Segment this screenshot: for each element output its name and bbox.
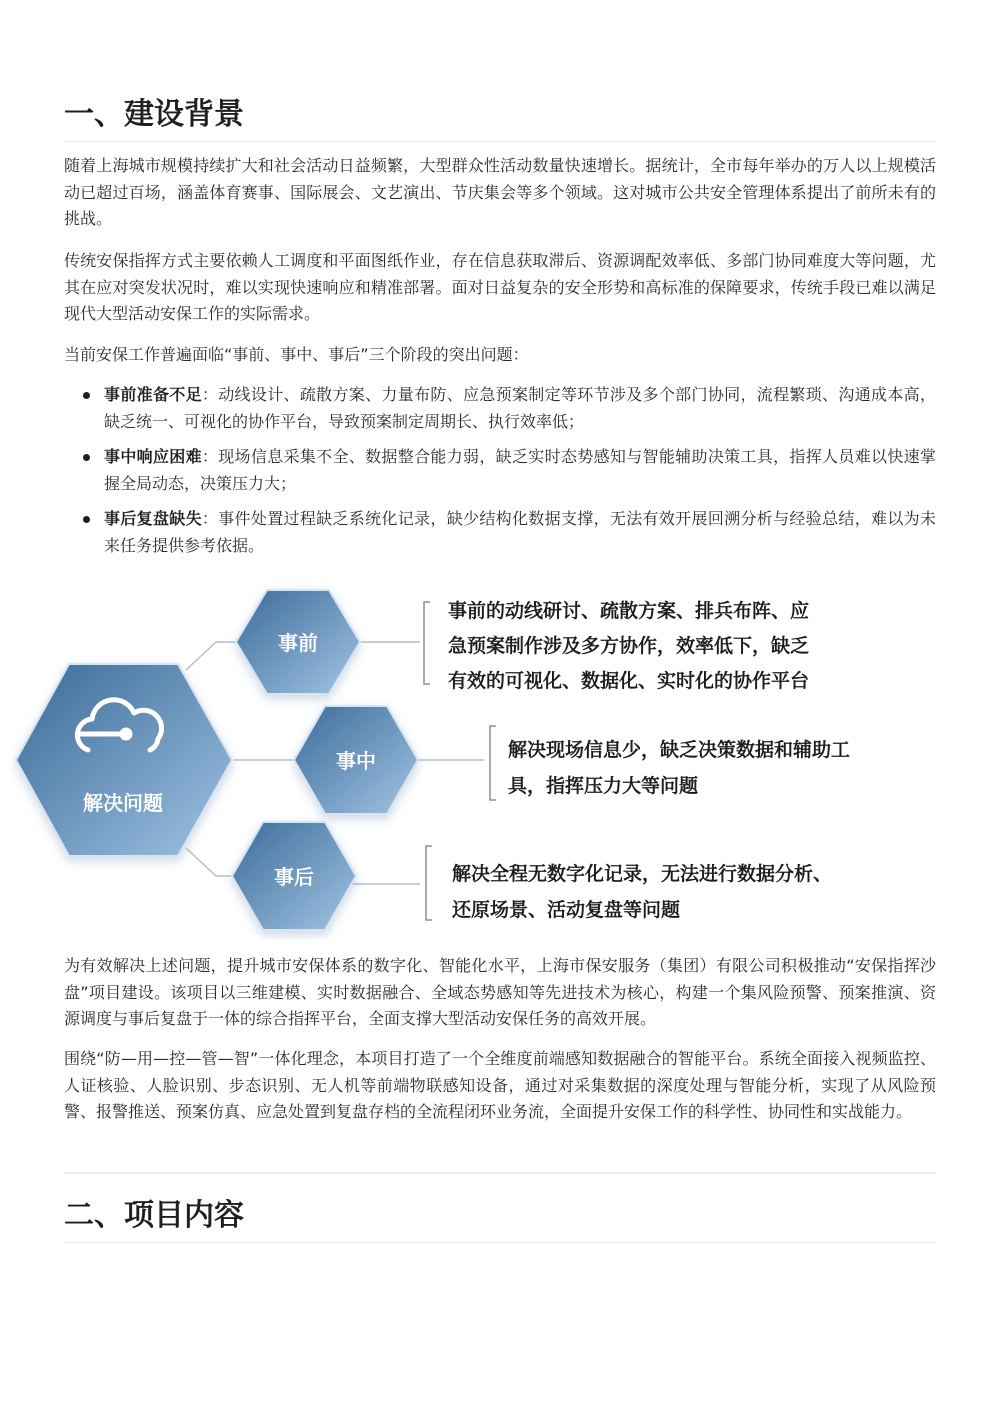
paragraph-1: 随着上海城市规模持续扩大和社会活动日益频繁，大型群众性活动数量快速增长。据统计，全市每年举办的万人以上规模活动已超过百场，涵盖体育赛事、国际展会、文艺演出、节庆集会等多个领域。这对城市公共安全管理体系提出了前所未有的挑战。 <box>64 156 936 228</box>
list-item <box>64 382 936 435</box>
list-item-term: 事前准备不足 <box>104 385 202 404</box>
list-item-text: ：事件处置过程缺乏系统化记录，缺少结构化数据支撑，无法有效开展回溯分析与经验总结，难以为未来任务提供参考依据。 <box>104 509 936 555</box>
section-title-background: 一、建设背景 <box>64 95 936 142</box>
problem-list <box>64 382 936 568</box>
list-item-term: 事中响应困难 <box>104 447 202 466</box>
node-label-after: 事后 <box>274 865 314 889</box>
paragraph-4: 为有效解决上述问题，提升城市安保体系的数字化、智能化水平，上海市保安服务（集团）有限公司积极推动“安保指挥沙盘”项目建设。该项目以三维建模、实时数据融合、全域态势感知等先进技术为核心，构建一个集风险预警、预案推演、资源调度与事后复盘于一体的综合指挥平台，全面支撑大型活动安保任务的高效开展。 <box>64 956 936 1028</box>
callout-during <box>508 738 850 797</box>
center-hexagon <box>16 664 232 856</box>
node-label-during: 事中 <box>336 749 376 773</box>
paragraph-2: 传统安保指挥方式主要依赖人工调度和平面图纸作业，存在信息获取滞后、资源调配效率低、多部门协同难度大等问题，尤其在应对突发状况时，难以实现快速响应和精准部署。面对日益复杂的安全形势和高标准的保障要求，传统手段已难以满足现代大型活动安保工作的实际需求。 <box>64 251 936 323</box>
paragraph-5: 围绕“防—用—控—管—智”一体化理念，本项目打造了一个全维度前端感知数据融合的智能平台。系统全面接入视频监控、人证核验、人脸识别、步态识别、无人机等前端物联感知设备，通过对采集数据的深度处理与智能分析，实现了从风险预警、报警推送、预案仿真、应急处置到复盘存档的全流程闭环业务流，全面提升安保工作的科学性、协同性和实战能力。 <box>64 1049 936 1121</box>
callout-before <box>448 599 809 692</box>
problem-stage-diagram <box>0 580 936 940</box>
list-item <box>64 506 936 559</box>
section-divider <box>64 1172 936 1174</box>
callout-line: 解决全程无数字化记录，无法进行数据分析、 <box>452 863 833 885</box>
callout-line: 事前的动线研讨、疏散方案、排兵布阵、应 <box>448 600 810 622</box>
connector-line <box>186 848 236 876</box>
list-item-text: ：现场信息采集不全、数据整合能力弱，缺乏实时态势感知与智能辅助决策工具，指挥人员难以快速掌握全局动态，决策压力大； <box>104 447 936 493</box>
callout-line: 解决现场信息少，缺乏决策数据和辅助工 <box>508 739 851 761</box>
list-item-text: ：动线设计、疏散方案、力量布防、应急预案制定等环节涉及多个部门协同，流程繁琐、沟通成本高，缺乏统一、可视化的协作平台，导致预案制定周期长、执行效率低； <box>104 385 936 431</box>
connector-line <box>186 642 236 670</box>
list-item <box>64 444 936 497</box>
callout-line: 还原场景、活动复盘等问题 <box>452 899 681 921</box>
callout-bracket <box>424 602 430 684</box>
callout-bracket <box>490 726 496 800</box>
center-label: 解决问题 <box>83 791 163 815</box>
node-label-before: 事前 <box>278 631 318 655</box>
callout-after <box>452 862 832 921</box>
paragraph-3: 当前安保工作普遍面临“事前、事中、事后”三个阶段的突出问题： <box>64 345 529 364</box>
list-item-term: 事后复盘缺失 <box>104 509 202 528</box>
section-title-content: 二、项目内容 <box>64 1196 936 1243</box>
callout-line: 急预案制作涉及多方协作，效率低下，缺乏 <box>448 635 810 657</box>
callout-bracket <box>426 846 432 920</box>
callout-line: 具，指挥压力大等问题 <box>508 775 699 797</box>
callout-line: 有效的可视化、数据化、实时化的协作平台 <box>448 670 810 692</box>
